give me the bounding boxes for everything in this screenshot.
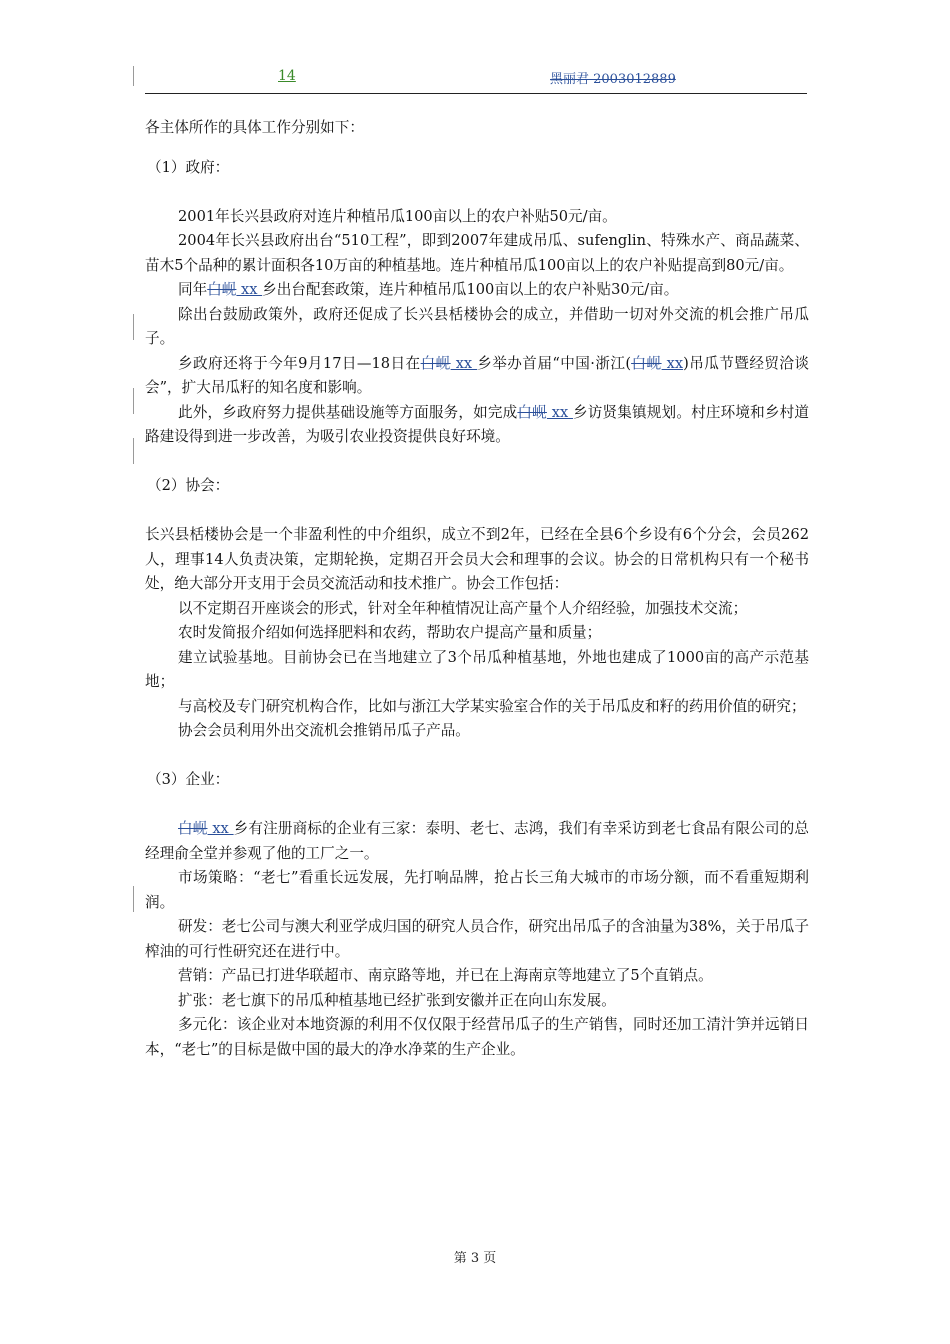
list-item: 扩张：老七旗下的吊瓜种植基地已经扩张到安徽并正在向山东发展。 [178,991,616,1009]
tracked-deletion: 白岘 [178,820,208,837]
change-bar [133,388,134,414]
header-deleted-author: 黑丽君 2003012889 [550,72,676,87]
tracked-insertion: xx [546,403,574,421]
list-item: 协会会员利用外出交流机会推销吊瓜子产品。 [178,722,470,739]
paragraph: 2001年长兴县政府对连片种植吊瓜100亩以上的农户补贴50元/亩。 [178,207,617,225]
tracked-deletion: 白岘 [631,354,662,372]
list-item: 与高校及专门研究机构合作，比如与浙江大学某实验室合作的关于吊瓜皮和籽的药用价值的研究； [178,697,806,715]
change-bar [133,886,134,912]
tracked-insertion: xx [661,354,684,372]
tracked-deletion: 白岘 [420,354,451,372]
paragraph: 同年白岘 xx 乡出台配套政策，连片种植吊瓜100亩以上的农户补贴30元/亩。 [178,281,679,298]
change-bar [133,314,134,340]
change-bar [133,66,134,86]
section-heading-enterprise: （3）企业： [147,771,230,788]
intro-line: 各主体所作的具体工作分别如下： [145,119,364,136]
paragraph: 2004年长兴县政府出台“510工程”，即到2007年建成吊瓜、sufenglin、特殊水产、商品蔬菜、苗木5个品种的累计面积各10万亩的种植基地。连片种植吊瓜100亩以上的农户补贴提高到80元/亩。 [145,232,809,274]
list-item: 农时发简报介绍如何选择肥料和农药，帮助农户提高产量和质量； [178,624,602,641]
list-item: 建立试验基地。目前协会已在当地建立了3个吊瓜种植基地，外地也建成了1000亩的高产示范基地； [145,648,809,690]
list-item: 市场策略：“老七”看重长远发展，先打响品牌，抢占长三角大城市的市场分额，而不看重短期利润。 [145,869,809,911]
header-rule [145,93,807,94]
paragraph: 除出台鼓励政策外，政府还促成了长兴县栝楼协会的成立，并借助一切对外交流的机会推广吊瓜子。 [145,305,809,347]
header-page-number: 14 [278,68,296,84]
list-item: 研发：老七公司与澳大利亚学成归国的研究人员合作，研究出吊瓜子的含油量为38%，关于吊瓜子榨油的可行性研究还在进行中。 [145,918,809,960]
tracked-deletion: 白岘 [517,403,547,421]
section-heading-government: （1）政府： [147,158,230,176]
page-footer: 第 3 页 [453,1251,497,1266]
paragraph: 长兴县栝楼协会是一个非盈利性的中介组织，成立不到2年，已经在全县6个乡设有6个分会，会员262人，理事14人负责决策，定期轮换，定期召开会员大会和理事的会议。协会的日常机构只有一个秘书处，绝大部分开支用于会员交流活动和技术推广。协会工作包括： [145,526,809,592]
list-item: 以不定期召开座谈会的形式，针对全年种植情况让高产量个人介绍经验，加强技术交流； [178,599,748,617]
paragraph: 乡政府还将于今年9月17日—18日在白岘 xx 乡举办首届“中国·浙江(白岘 xx)吊瓜节暨经贸洽谈会”，扩大吊瓜籽的知名度和影响。 [145,354,809,396]
paragraph: 白岘 xx 乡有注册商标的企业有三家：泰明、老七、志鸿，我们有幸采访到老七食品有限公司的总经理俞全堂并参观了他的工厂之一。 [145,820,809,862]
list-item: 营销：产品已打进华联超市、南京路等地，并已在上海南京等地建立了5个直销点。 [178,967,713,984]
document-body [145,116,809,1062]
section-heading-association: （2）协会： [147,477,230,494]
change-bar [133,438,134,464]
tracked-insertion: xx [207,820,234,837]
tracked-insertion: xx [450,354,478,372]
paragraph: 此外，乡政府努力提供基础设施等方面服务，如完成白岘 xx 乡访贤集镇规划。村庄环境和乡村道路建设得到进一步改善，为吸引农业投资提供良好环境。 [145,403,809,445]
list-item: 多元化：该企业对本地资源的利用不仅仅限于经营吊瓜子的生产销售，同时还加工清汁笋并远销日本，“老七”的目标是做中国的最大的净水净菜的生产企业。 [145,1016,809,1058]
tracked-insertion: xx [236,281,263,298]
tracked-deletion: 白岘 [207,281,237,298]
